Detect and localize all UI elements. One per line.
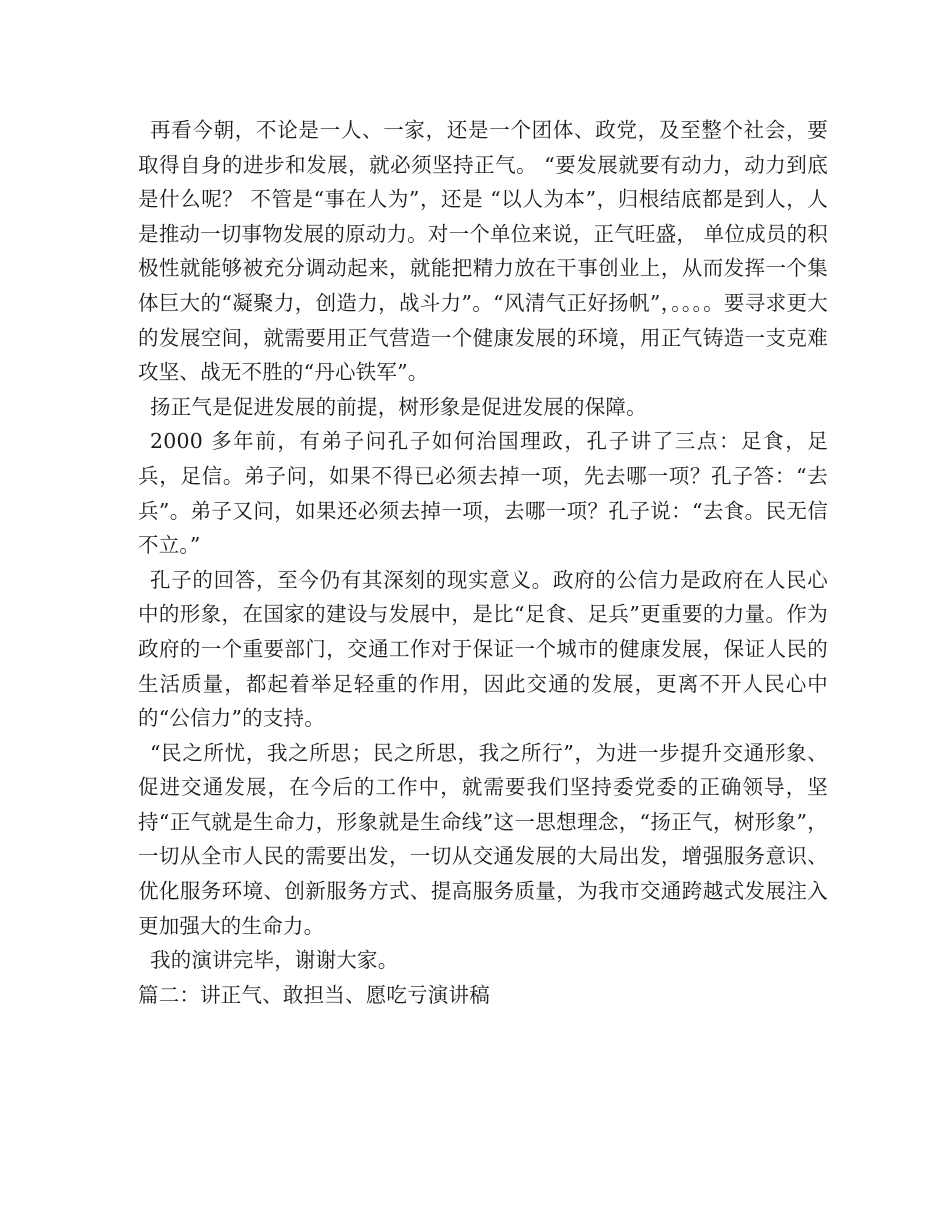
paragraph-3: 2000 多年前，有弟子问孔子如何治国理政，孔子讲了三点：足食，足兵，足信。弟子问，如果不得已必须去掉一项，先去哪一项？孔子答：“去兵”。弟子又问，如果还必须去掉一项，去哪一项？孔子说：“去食。民无信不立。” — [138, 429, 828, 558]
paragraph-5: “民之所忧，我之所思；民之所思，我之所行”，为进一步提升交通形象、促进交通发展，在今后的工作中，就需要我们坚持委党委的正确领导，坚持“正气就是生命力，形象就是生命线”这一思想理念，“扬正气，树形象”，一切从全市人民的需要出发，一切从交通发展的大局出发，增强服务意识、优化服务环境、创新服务方式、提高服务质量，为我市交通跨越式发展注入更加强大的生命力。 — [138, 740, 828, 938]
paragraph-2: 扬正气是促进发展的前提，树形象是促进发展的保障。 — [150, 394, 647, 419]
paragraph-6: 我的演讲完毕，谢谢大家。 — [150, 948, 399, 973]
paragraph-4: 孔子的回答，至今仍有其深刻的现实意义。政府的公信力是政府在人民心中的形象，在国家的建设与发展中，是比“足食、足兵”更重要的力量。作为政府的一个重要部门，交通工作对于保证一个城市的健康发展，保证人民的生活质量，都起着举足轻重的作用，因此交通的发展，更离不开人民心中的“公信力”的支持。 — [138, 567, 828, 731]
section-heading: 篇二：讲正气、敢担当、愿吃亏演讲稿 — [138, 982, 490, 1007]
paragraph-1: 再看今朝，不论是一人、一家，还是一个团体、政党，及至整个社会，要取得自身的进步和发展，就必须坚持正气。 “要发展就要有动力，动力到底是什么呢？ 不管是“事在人为”，还是 “以人为本”，归根结底都是到人，人是推动一切事物发展的原动力。对一个单位来说，正气旺盛， 单位成员的积极性就能够被充分调动起来，就能把精力放在干事创业上，从而发挥一个集体巨大的“凝聚力，创造力，战斗力”。“风清气正好扬帆”，。。。。要寻求更大的发展空间，就需要用正气营造一个健康发展的环境，用正气铸造一支克难攻坚、战无不胜的“丹心铁军”。 — [138, 118, 828, 385]
document-body — [138, 113, 828, 1012]
